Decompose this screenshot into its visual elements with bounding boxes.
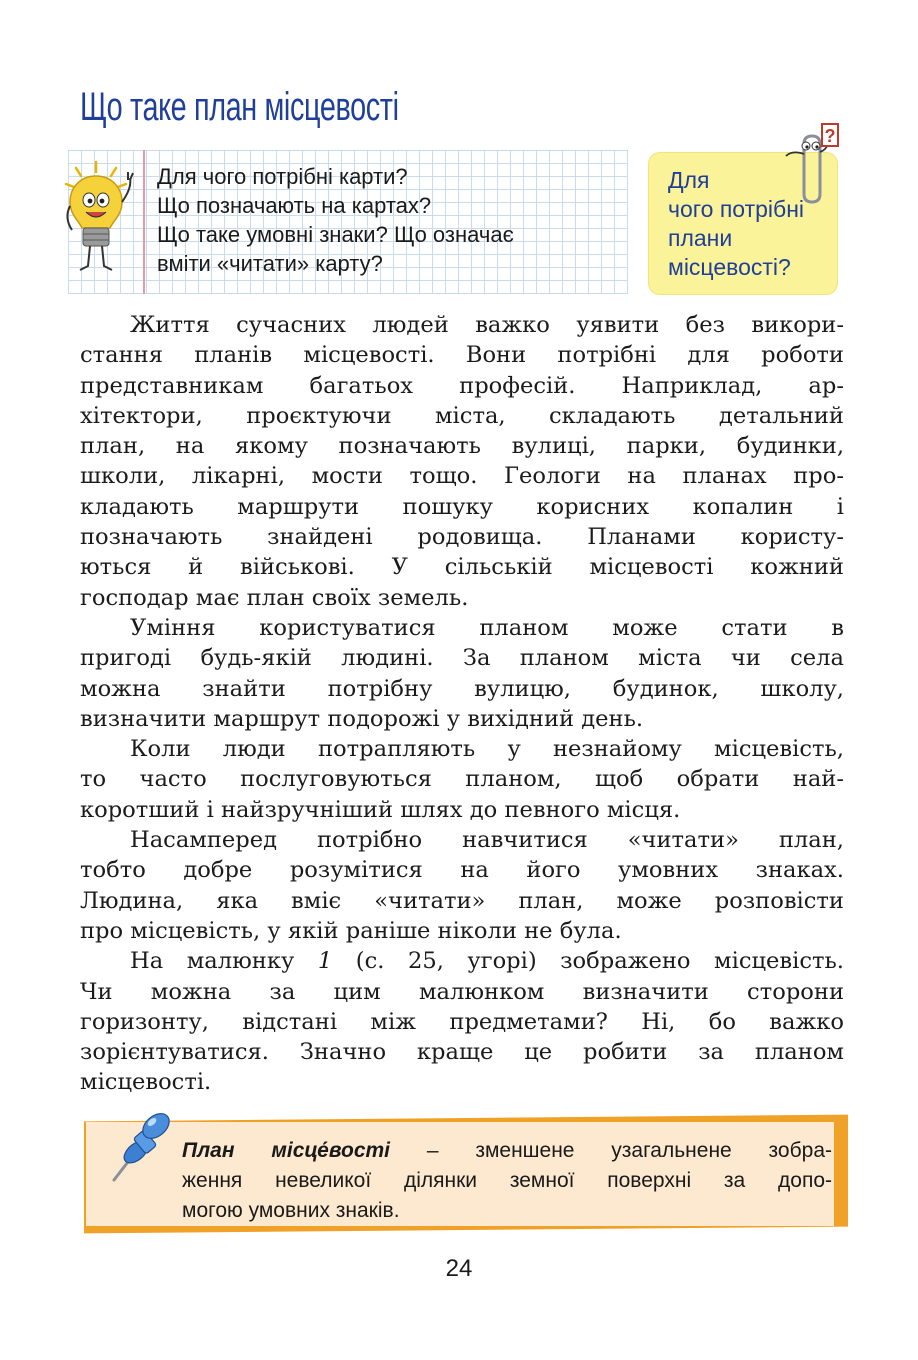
text-line: про місцевість, у якій раніше ніколи не була. xyxy=(80,917,622,944)
text-line: тобто добре розумітися на його умовних знаках. xyxy=(80,857,844,884)
question-line: Що позначають на картах? xyxy=(157,193,432,218)
text-line: пригоді будь-якій людині. За планом міста чи села xyxy=(80,645,844,672)
text-line: горизонту, відстані між предметами? Ні, бо важко xyxy=(80,1008,844,1035)
text-line: Чи можна за цим малюнком визначити сторони xyxy=(80,978,844,1005)
text-line: кладають маршрути пошуку корисних копалин і xyxy=(80,493,844,520)
figure-ref-after: (с. 25, угорі) зображено місцевість. xyxy=(332,948,844,975)
text-line: Коли люди потрапляють у незнайому місцевість, xyxy=(130,736,844,763)
definition-term: План місце́вості xyxy=(182,1139,391,1162)
text-line: хітектори, проєктуючи міста, складають детальний xyxy=(80,402,844,429)
text-line: представникам багатьох професій. Наприклад, ар- xyxy=(80,372,844,399)
text-line: коротший і найзручніший шлях до певного місця. xyxy=(80,796,681,823)
margin-rule xyxy=(143,150,145,294)
text-line: визначити маршрут подорожі у вихідний день. xyxy=(80,705,644,732)
text-line: Життя сучасних людей важко уявити без викори- xyxy=(130,312,844,338)
guiding-questions xyxy=(157,162,627,278)
text-line: школи, лікарні, мости тощо. Геологи на планах про- xyxy=(80,463,844,490)
definition-line: могою умовних знаків. xyxy=(182,1199,400,1222)
paperclip-mascot-icon xyxy=(770,122,840,206)
definition-line xyxy=(182,1136,832,1166)
text-line: Уміння користуватися планом може стати в xyxy=(130,614,844,641)
text-line: то часто послуговуються планом, щоб обрати най- xyxy=(80,766,844,793)
figure-ref-before: На малюнку xyxy=(130,948,318,975)
text-line: план, на якому позначають вулиці, парки, будинки, xyxy=(80,433,844,460)
text-line: ються й військові. У сільській місцевості кожний xyxy=(80,554,844,581)
pushpin-icon xyxy=(100,1108,174,1188)
note-line: Для xyxy=(668,167,710,193)
question-line: вміти «читати» карту? xyxy=(157,251,383,276)
page-title: Що таке план місцевості xyxy=(80,85,399,129)
page-number: 24 xyxy=(445,1255,473,1282)
text-line: стання планів місцевості. Вони потрібні для роботи xyxy=(80,342,844,369)
question-line: Для чого потрібні карти? xyxy=(157,164,408,189)
lightbulb-mascot-icon xyxy=(62,158,140,276)
question-line: Що таке умовні знаки? Що означає xyxy=(157,222,514,247)
definition-line: ження невеликої ділянки земної поверхні за допо- xyxy=(182,1169,832,1192)
text-line: господар має план своїх земель. xyxy=(80,584,469,611)
question-mark-sign: ? xyxy=(824,126,836,146)
figure-number: 1 xyxy=(317,948,333,975)
body-text xyxy=(80,310,844,1098)
text-line: можна знайти потрібну вулицю, будинок, школу, xyxy=(80,675,844,702)
note-line: чого потрібні xyxy=(668,196,805,222)
text-line: місцевості. xyxy=(80,1069,212,1096)
figure-reference-line xyxy=(80,946,844,976)
definition-line-rest: – зменшене узагальнене зобра- xyxy=(390,1139,832,1162)
text-line: Людина, яка вміє «читати» план, може розповісти xyxy=(80,887,844,914)
note-line: плани xyxy=(668,225,733,251)
note-line: місцевості? xyxy=(668,254,791,280)
definition-text xyxy=(182,1136,832,1226)
text-line: Насамперед потрібно навчитися «читати» план, xyxy=(130,827,844,854)
text-line: позначають знайдені родовища. Планами користу- xyxy=(80,524,844,551)
text-line: зорієнтуватися. Значно краще це робити за планом xyxy=(80,1039,844,1066)
